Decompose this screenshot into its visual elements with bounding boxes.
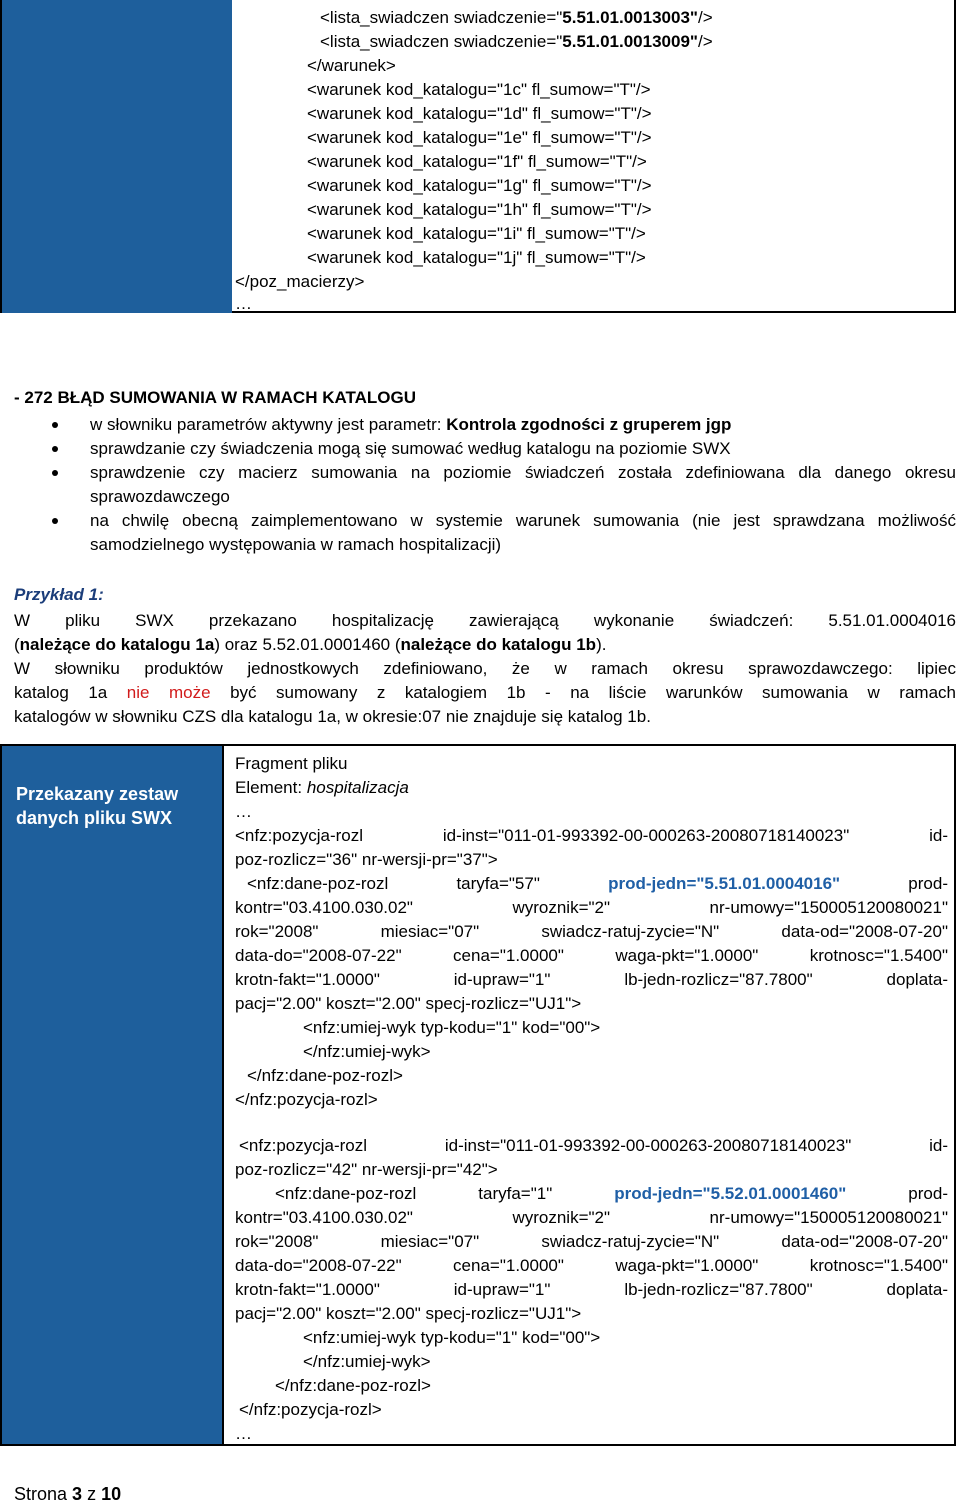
bullet-bold: Kontrola zgodności z gruperem jgp <box>446 415 732 434</box>
code-text: <lista_swiadczen swiadczenie=" <box>320 32 563 51</box>
code-line: rok="2008" miesiac="07" swiadcz-ratuj-zycie="N" data-od="2008-07-20" <box>235 1232 948 1251</box>
code-line: <warunek kod_katalogu="1d" fl_sumow="T"/> <box>307 104 652 123</box>
code-line: kontr="03.4100.030.02" wyroznik="2" nr-umowy="150005120080021" <box>235 898 948 917</box>
paragraph-line: W słowniku produktów jednostkowych zdefiniowano, że w ramach okresu sprawozdawczego: lipiec <box>14 659 956 678</box>
code-line: <warunek kod_katalogu="1f" fl_sumow="T"/> <box>307 152 647 171</box>
code-line: data-do="2008-07-22" cena="1.0000" waga-pkt="1.0000" krotnosc="1.5400" <box>235 1256 948 1275</box>
fragment-ellipsis: … <box>235 802 252 821</box>
list-item: sprawdzanie czy świadczenia mogą się sumować według katalogu na poziomie SWX <box>52 437 956 461</box>
code-line: </nfz:umiej-wyk> <box>303 1042 431 1061</box>
footer-label: z <box>82 1484 102 1504</box>
paragraph-line <box>14 681 956 705</box>
code-line: <warunek kod_katalogu="1i" fl_sumow="T"/> <box>307 224 646 243</box>
code-line: <nfz:pozycja-rozl id-inst="011-01-993392-00-000263-20080718140023" id- <box>235 826 948 845</box>
bullet-text: w słowniku parametrów aktywny jest parametr: <box>90 415 447 434</box>
code-line: </nfz:dane-poz-rozl> <box>247 1066 403 1085</box>
code-ellipsis: … <box>235 1424 252 1443</box>
code-value: 5.51.01.0013009" <box>562 32 698 51</box>
code-line: <warunek kod_katalogu="1j" fl_sumow="T"/> <box>307 248 646 267</box>
code-line: poz-rozlicz="36" nr-wersji-pr="37"> <box>235 850 498 869</box>
text: być sumowany z katalogiem 1b - na liście warunków sumowania w ramach <box>210 683 956 702</box>
code-line: </warunek> <box>307 56 396 75</box>
page-total: 10 <box>101 1484 122 1504</box>
code-line <box>235 872 948 896</box>
code-line <box>235 1182 948 1206</box>
code-line: kontr="03.4100.030.02" wyroznik="2" nr-umowy="150005120080021" <box>235 1208 948 1227</box>
section-heading: - 272 BŁĄD SUMOWANIA W RAMACH KATALOGU <box>14 388 416 407</box>
code-text: <nfz:dane-poz-rozl taryfa="57" <box>247 874 609 893</box>
code-value: 5.51.01.0013003" <box>562 8 698 27</box>
code-line: data-do="2008-07-22" cena="1.0000" waga-pkt="1.0000" krotnosc="1.5400" <box>235 946 948 965</box>
bullet-list <box>52 413 956 557</box>
fragment-title: Fragment pliku <box>235 754 348 773</box>
code-text: prod- <box>840 874 948 893</box>
paragraph-line: W pliku SWX przekazano hospitalizację zawierającą wykonanie świadczeń: 5.51.01.0004016 <box>14 611 956 630</box>
bold-text: należące do katalogu 1a <box>19 635 215 654</box>
prod-jedn-value: prod-jedn="5.52.01.0001460" <box>614 1184 847 1203</box>
element-line <box>235 776 948 800</box>
fragment-header <box>235 752 948 824</box>
code-line: <warunek kod_katalogu="1e" fl_sumow="T"/> <box>307 128 652 147</box>
example-paragraph-1 <box>14 609 956 657</box>
swx-data-box <box>0 744 956 1446</box>
text: ( <box>14 635 20 654</box>
red-text: nie może <box>126 683 211 702</box>
code-line: pacj="2.00" koszt="2.00" specj-rozlicz="UJ1"> <box>235 1304 582 1323</box>
paragraph-line: katalogów w słowniku CZS dla katalogu 1a, w okresie:07 nie znajduje się katalog 1b. <box>14 707 651 726</box>
element-name: hospitalizacja <box>306 778 409 797</box>
code-text: prod- <box>846 1184 948 1203</box>
code-line: pacj="2.00" koszt="2.00" specj-rozlicz="UJ1"> <box>235 994 582 1013</box>
top-code-box <box>0 0 956 313</box>
code-block-2 <box>235 1134 948 1446</box>
page-number: 3 <box>72 1484 83 1504</box>
code-block-1 <box>235 824 948 1112</box>
code-line: krotn-fakt="1.0000" id-upraw="1" lb-jedn-rozlicz="87.7800" doplata- <box>235 970 948 989</box>
text: ) oraz 5.52.01.0001460 ( <box>214 635 401 654</box>
code-line: rok="2008" miesiac="07" swiadcz-ratuj-zycie="N" data-od="2008-07-20" <box>235 922 948 941</box>
code-line: </nfz:pozycja-rozl> <box>239 1400 382 1419</box>
footer-label: Strona <box>14 1484 73 1504</box>
prod-jedn-value: prod-jedn="5.51.01.0004016" <box>608 874 841 893</box>
code-text: /> <box>697 32 713 51</box>
code-line: <warunek kod_katalogu="1h" fl_sumow="T"/> <box>307 200 652 219</box>
text: ). <box>596 635 607 654</box>
code-line: <nfz:umiej-wyk typ-kodu="1" kod="00"> <box>303 1018 601 1037</box>
code-line: </nfz:umiej-wyk> <box>303 1352 431 1371</box>
code-ellipsis: … <box>235 294 252 313</box>
code-text: /> <box>697 8 713 27</box>
code-line: <warunek kod_katalogu="1g" fl_sumow="T"/> <box>307 176 652 195</box>
list-item: sprawdzenie czy macierz sumowania na poziomie świadczeń została zdefiniowana dla danego okresu sprawozdawczego <box>52 461 956 509</box>
code-line: krotn-fakt="1.0000" id-upraw="1" lb-jedn-rozlicz="87.7800" doplata- <box>235 1280 948 1299</box>
side-label: Przekazany zestaw danych pliku SWX <box>16 784 179 828</box>
code-line: <nfz:pozycja-rozl id-inst="011-01-993392-00-000263-20080718140023" id- <box>239 1136 948 1155</box>
list-item <box>52 413 956 437</box>
example-title: Przykład 1: <box>14 585 104 604</box>
code-line <box>320 30 713 54</box>
text: katalog 1a <box>14 683 127 702</box>
top-side-panel <box>2 0 232 313</box>
code-line: </nfz:pozycja-rozl> <box>235 1090 378 1109</box>
bold-text: należące do katalogu 1b <box>400 635 597 654</box>
code-line: poz-rozlicz="42" nr-wersji-pr="42"> <box>235 1160 498 1179</box>
code-line: </nfz:dane-poz-rozl> <box>275 1376 431 1395</box>
code-line: <nfz:umiej-wyk typ-kodu="1" kod="00"> <box>303 1328 601 1347</box>
code-line: </poz_macierzy> <box>235 272 365 291</box>
code-line: <warunek kod_katalogu="1c" fl_sumow="T"/> <box>307 80 651 99</box>
code-text: <lista_swiadczen swiadczenie=" <box>320 8 563 27</box>
paragraph-line <box>14 633 956 657</box>
code-text: <nfz:dane-poz-rozl taryfa="1" <box>275 1184 615 1203</box>
side-panel <box>2 746 224 1444</box>
element-label: Element: <box>235 778 307 797</box>
example-paragraph-2 <box>14 657 956 729</box>
list-item: na chwilę obecną zaimplementowano w systemie warunek sumowania (nie jest sprawdzana możliwość samodzielnego występowania w ramach hospitalizacji) <box>52 509 956 557</box>
code-line <box>320 6 713 30</box>
